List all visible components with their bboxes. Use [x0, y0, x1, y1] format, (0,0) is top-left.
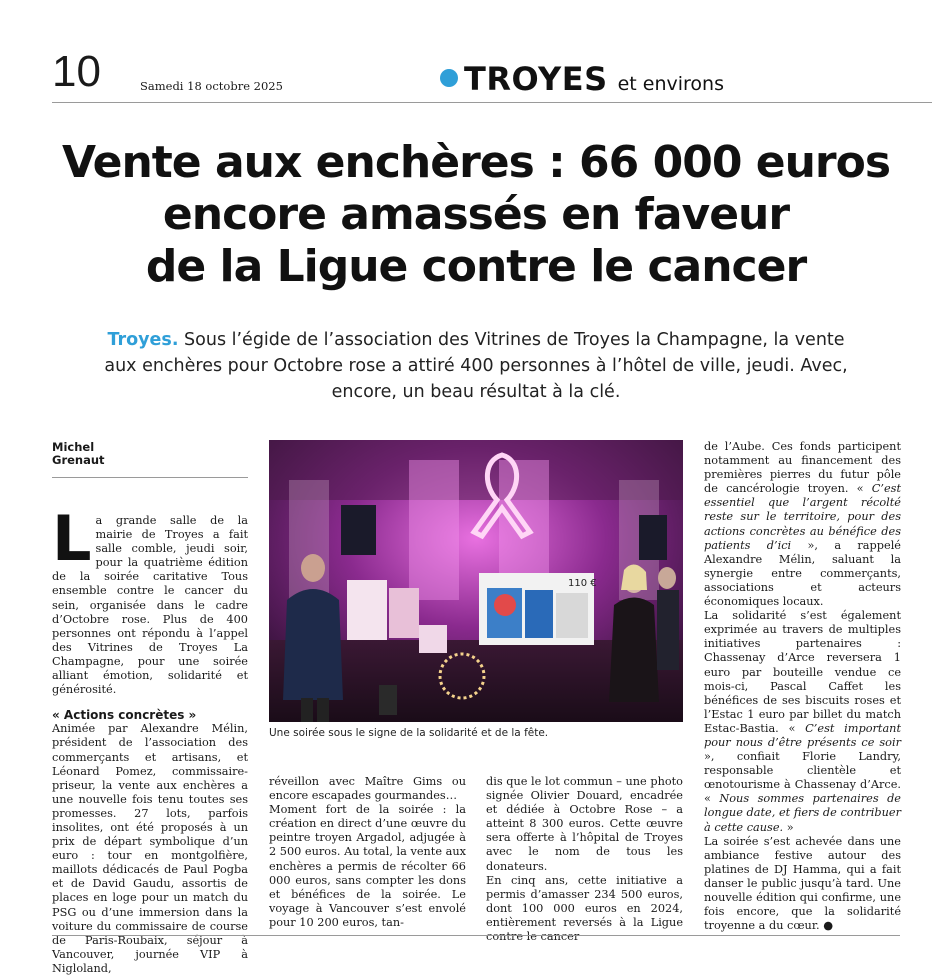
quote-melin: C’est essentiel que l’argent récolté reste sur le territoire, pour des actions concrètes au bénéfice des patients d’ici [704, 482, 901, 552]
paragraph-8: La solidarité s’est également exprimée au travers de multiples initiatives partenaires : Chassenay d’Arce reversera 1 euro par bouteille vendue ce mois-ci, Pascal Caffet les bénéfices de ses biscuits roses et l’Estac 1 euro par billet du match Estac-Bastia. « C’est important pour nous d’être présents ce soir », confiait Florie Landry, responsable clientèle et œnotourisme à Chassenay d’Arce. « Nous sommes partenaires de longue date, et fiers de contribuer à cette cause. » [704, 609, 901, 834]
headline [40, 137, 912, 293]
lead-paragraph [90, 327, 862, 405]
article-photo [269, 440, 683, 722]
paragraph-2: Animée par Alexandre Mélin, président de l’association des commerçants et artisans, et Léonard Pomez, commissaire-priseur, la vente aux enchères a une nouvelle fois tenu toutes ses promesses. 27 lots, parfois insolites, ont été proposés à un prix de départ symbolique d’un euro : tour en montgolfière, maillots dédicacés de Paul Pogba et de David Gaudu, assortis de places en loge pour un match du PSG ou d’une immersion dans la voiture du commissaire de course de Paris-Roubaix, séjour à Vancouver, journée VIP à Nigloland, [52, 722, 248, 975]
author-byline [52, 441, 105, 467]
lead-text: Sous l’égide de l’association des Vitrines de Troyes la Champagne, la vente aux enchères pour Octobre rose a attiré 400 personnes à l’hôtel de ville, jeudi. Avec, encore, un beau résultat à la clé. [104, 330, 848, 402]
headline-line-1: Vente aux enchères : 66 000 euros [61, 137, 891, 188]
photo-caption: Une soirée sous le signe de la solidarité et de la fête. [269, 727, 549, 739]
article-column-4 [704, 440, 901, 933]
author-first-name: Michel [52, 440, 95, 454]
section-suffix: et environs [617, 73, 725, 95]
headline-line-2: encore amassés en faveur [162, 189, 790, 240]
end-mark: ● [823, 919, 834, 933]
article-column-2 [269, 775, 466, 930]
article-column-3 [486, 775, 683, 944]
paragraph-6: En cinq ans, cette initiative a permis d’amasser 234 500 euros, dont 100 000 euros en 2024, entièrement reversés à la Ligue contre le cancer [486, 873, 683, 944]
headline-line-3: de la Ligue contre le cancer [145, 241, 807, 292]
page-number: 10 [52, 47, 101, 96]
paragraph-3: réveillon avec Maître Gims ou encore escapades gourmandes… [269, 775, 466, 803]
quote-landry-2: Nous sommes partenaires de longue date, et fiers de contribuer à cette cause. [704, 792, 901, 834]
quote-landry-1: C’est important pour nous d’être présents ce soir [704, 721, 901, 749]
paragraph-1-text: a grande salle de la mairie de Troyes a fait salle comble, jeudi soir, pour la quatrième édition de la soirée caritative Tous ensemble contre le cancer du sein, organisée dans le cadre d’Octobre rose. Plus de 400 personnes ont répondu à l’appel des Vitrines de Troyes La Champagne, pour une soirée alliant émotion, solidarité et générosité. [52, 514, 248, 697]
intertitle: « Actions concrètes » [52, 708, 197, 723]
byline-rule [52, 477, 248, 478]
paragraph-4: Moment fort de la soirée : la création en direct d’une œuvre du peintre troyen Argadol, adjugée à 2 500 euros. Au total, la vente aux enchères a permis de récolter 66 000 euros, sans compter les dons et bénéfices de la soirée. Le voyage à Vancouver s’est envolé pour 10 200 euros, tan- [269, 803, 466, 929]
footer-rule [52, 935, 900, 936]
publication-date: Samedi 18 octobre 2025 [140, 79, 283, 93]
header-rule [52, 102, 932, 103]
paragraph-5: dis que le lot commun – une photo signée Olivier Douard, encadrée et dédiée à Octobre Rose – a atteint 8 300 euros. Cette œuvre sera offerte à l’hôpital de Troyes avec le nom de tous les donateurs. [486, 775, 683, 873]
paragraph-9: La soirée s’est achevée dans une ambiance festive autour des platines de DJ Hamma, qui a fait danser le public jusqu’à tard. Une nouvelle édition qui confirme, une fois encore, que la solidarité troyenne a du cœur. ● [704, 834, 901, 933]
lead-place: Troyes. [107, 330, 179, 350]
paragraph-7: de l’Aube. Ces fonds participent notamment au financement des premières pierres du futur pôle de cancérologie troyen. « C’est essentiel que l’argent récolté reste sur le territoire, pour des actions concrètes au bénéfice des patients d’ici », a rappelé Alexandre Mélin, saluant la synergie entre commerçants, associations et acteurs économiques locaux. [704, 440, 901, 609]
paragraph-1 [52, 502, 248, 697]
section-city: TROYES [464, 60, 608, 98]
screen-price: 110 € [568, 578, 597, 589]
section-dot-icon [440, 69, 458, 87]
section-header [440, 60, 724, 98]
dropcap: L [52, 502, 92, 575]
article-column-1 [52, 502, 248, 976]
author-last-name: Grenaut [52, 453, 105, 467]
